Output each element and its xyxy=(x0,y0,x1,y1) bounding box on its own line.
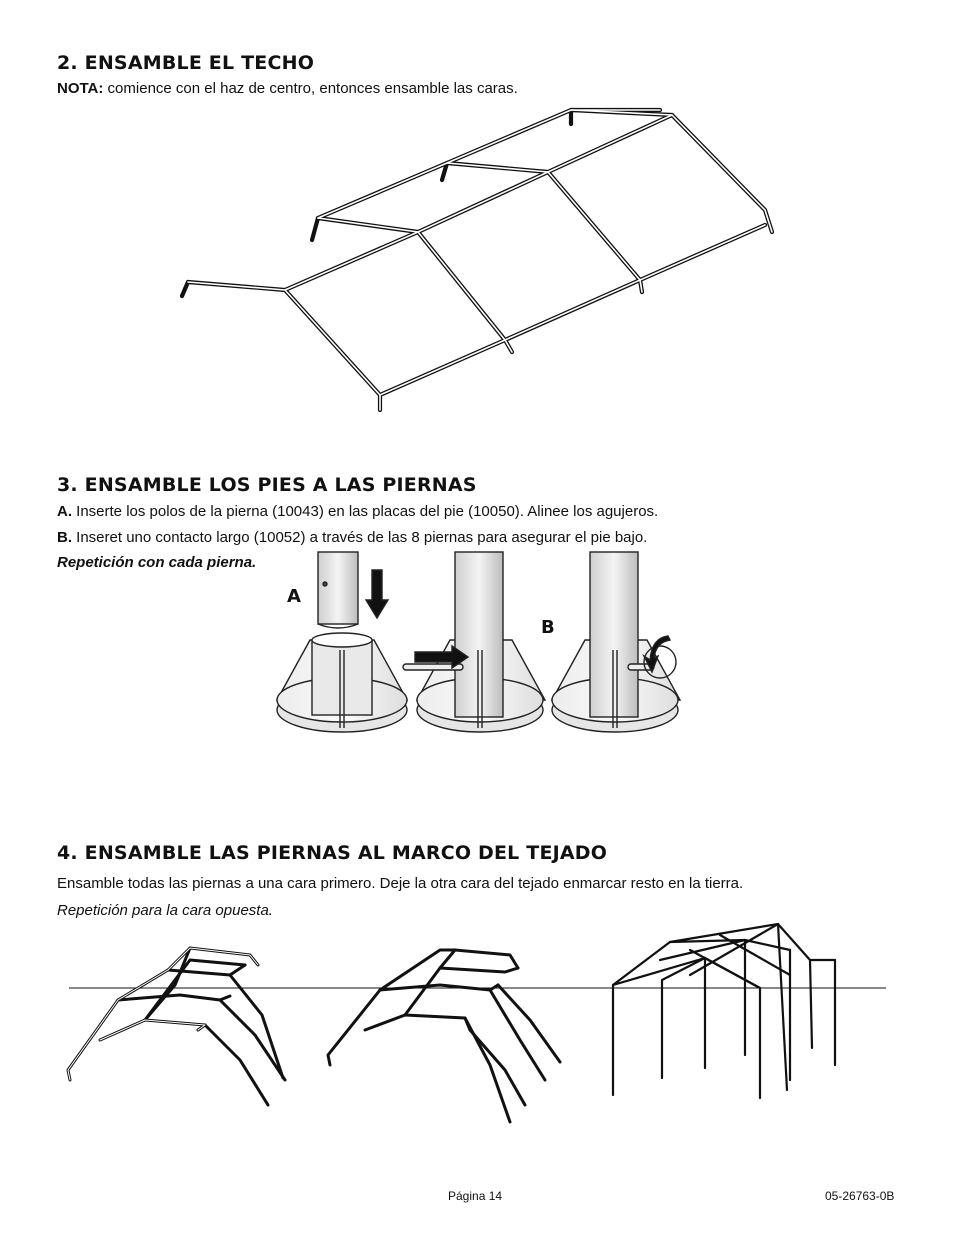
section-4-title: 4. ENSAMBLE LAS PIERNAS AL MARCO DEL TEJADO xyxy=(57,842,608,864)
figure-label-b: B xyxy=(541,617,555,638)
note-text: comience con el haz de centro, entonces ensamble las caras. xyxy=(103,80,518,97)
step-a-line xyxy=(57,503,658,520)
section-4-repeat: Repetición para la cara opuesta. xyxy=(57,902,273,919)
document-code: 05-26763-0B xyxy=(825,1189,895,1203)
step-a-label: A. xyxy=(57,503,72,520)
page-number: Página 14 xyxy=(448,1189,503,1203)
figure-label-a: A xyxy=(287,586,301,607)
step-a-text: Inserte los polos de la pierna (10043) en las placas del pie (10050). Alinee los agujeros. xyxy=(72,503,659,520)
section-2-title: 2. ENSAMBLE EL TECHO xyxy=(57,52,315,74)
section-4-body: Ensamble todas las piernas a una cara primero. Deje la otra cara del tejado enmarcar resto en la tierra. xyxy=(57,875,744,892)
step-b-line xyxy=(57,529,647,546)
step-b-text: Inseret uno contacto largo (10052) a través de las 8 piernas para asegurar el pie bajo. xyxy=(72,529,648,546)
note-label: NOTA: xyxy=(57,80,104,97)
section-3-repeat: Repetición con cada pierna. xyxy=(57,554,257,571)
section-2-note xyxy=(57,80,518,97)
section-3-title: 3. ENSAMBLE LOS PIES A LAS PIERNAS xyxy=(57,474,477,496)
step-b-label: B. xyxy=(57,529,72,546)
